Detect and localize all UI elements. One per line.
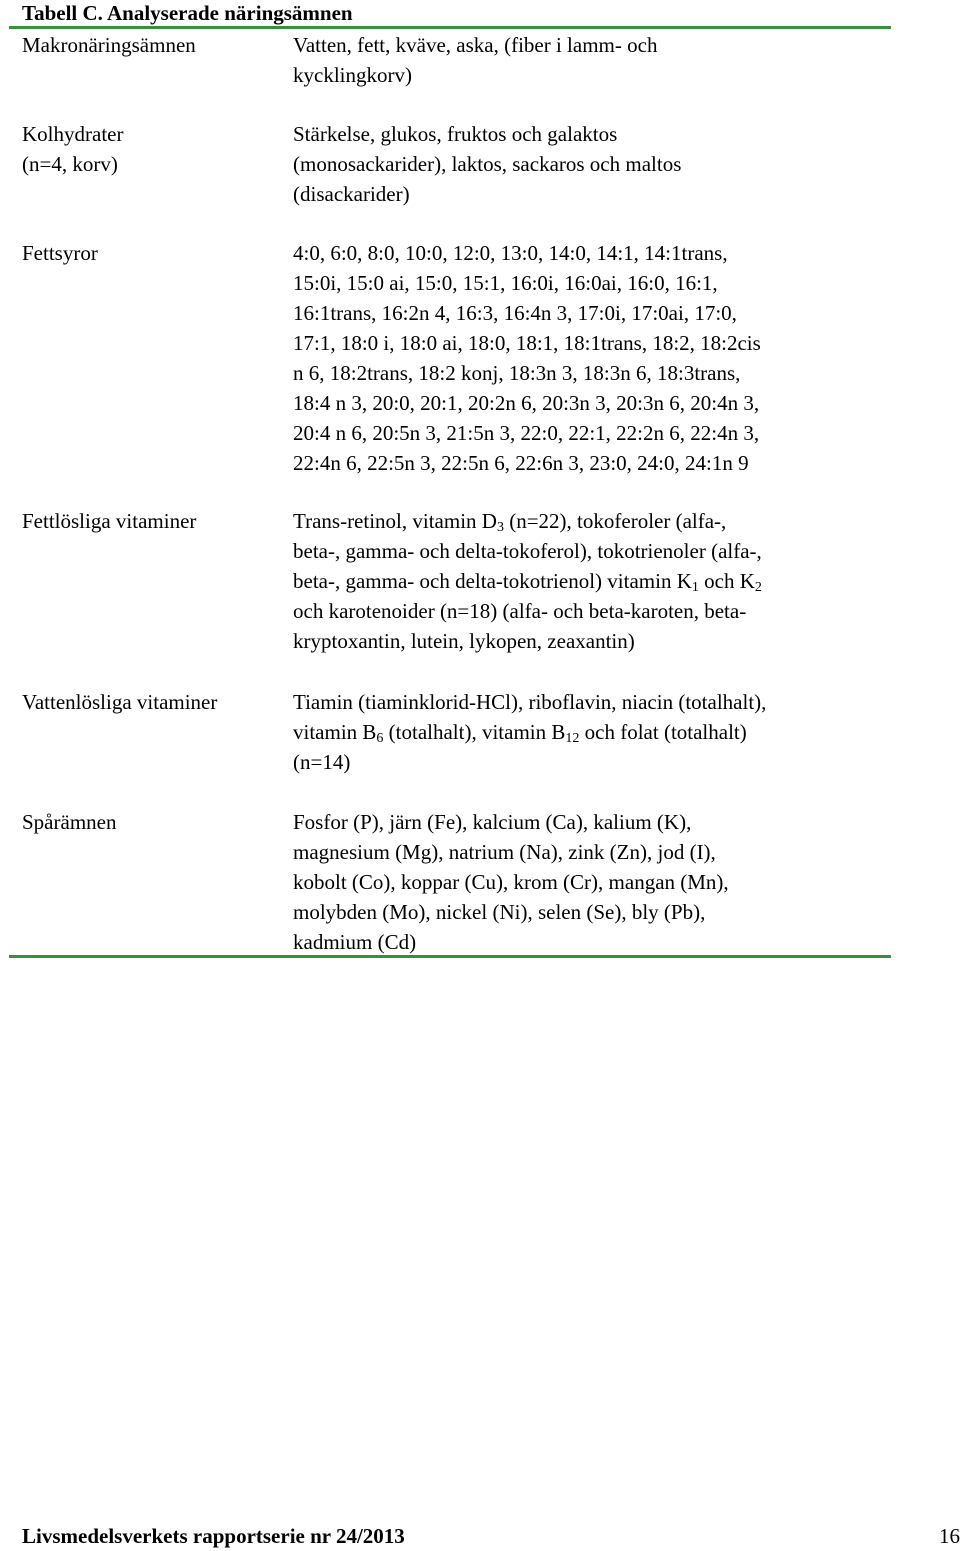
row-value-line: Fosfor (P), järn (Fe), kalcium (Ca), kalium (K), — [293, 810, 692, 834]
report-series: Livsmedelsverkets rapportserie nr 24/2013 — [22, 1524, 405, 1548]
row-value-line: molybden (Mo), nickel (Ni), selen (Se), bly (Pb), — [293, 900, 706, 924]
row-value-line: 22:4n 6, 22:5n 3, 22:5n 6, 22:6n 3, 23:0, 24:0, 24:1n 9 — [293, 451, 749, 475]
text-fragment: vitamin B — [293, 720, 377, 744]
row-value-line: beta-, gamma- och delta-tokoferol), tokotrienoler (alfa-, — [293, 539, 762, 563]
row-value-line: 16:1trans, 16:2n 4, 16:3, 16:4n 3, 17:0i, 17:0ai, 17:0, — [293, 301, 737, 325]
row-value-line — [293, 717, 893, 747]
row-value — [293, 506, 893, 656]
page-number: 16 — [939, 1524, 960, 1548]
subscript: 3 — [496, 520, 504, 535]
row-value-line: 4:0, 6:0, 8:0, 10:0, 12:0, 13:0, 14:0, 14:1, 14:1trans, — [293, 241, 728, 265]
row-value — [293, 119, 893, 209]
row-label-line: Vattenlösliga vitaminer — [22, 690, 218, 714]
row-label — [22, 119, 287, 179]
row-value-line: Stärkelse, glukos, fruktos och galaktos — [293, 122, 618, 146]
row-label — [22, 687, 287, 717]
row-label-line: (n=4, korv) — [22, 152, 118, 176]
row-value-line: 15:0i, 15:0 ai, 15:0, 15:1, 16:0i, 16:0ai, 16:0, 16:1, — [293, 271, 718, 295]
row-value-line: kobolt (Co), koppar (Cu), krom (Cr), mangan (Mn), — [293, 870, 729, 894]
text-fragment: (totalhalt), vitamin B — [383, 720, 566, 744]
table-top-rule — [9, 26, 891, 29]
row-label-line: Fettsyror — [22, 241, 98, 265]
row-label-line: Fettlösliga vitaminer — [22, 509, 197, 533]
subscript: 12 — [565, 731, 580, 746]
row-value-line: 20:4 n 6, 20:5n 3, 21:5n 3, 22:0, 22:1, 22:2n 6, 22:4n 3, — [293, 421, 760, 445]
row-value-line: n 6, 18:2trans, 18:2 konj, 18:3n 3, 18:3n 6, 18:3trans, — [293, 361, 741, 385]
table-title: Tabell C. Analyserade näringsämnen — [22, 1, 353, 25]
row-label — [22, 30, 287, 60]
row-value-line: (n=14) — [293, 750, 351, 774]
row-value-line: (disackarider) — [293, 182, 410, 206]
row-label-line: Spårämnen — [22, 810, 117, 834]
row-value-line: och karotenoider (n=18) (alfa- och beta-karoten, beta- — [293, 599, 747, 623]
subscript: 2 — [754, 580, 762, 595]
row-value — [293, 807, 893, 957]
text-fragment: (n=22), tokoferoler (alfa-, — [503, 509, 727, 533]
row-value-line: (monosackarider), laktos, sackaros och maltos — [293, 152, 682, 176]
row-value-line: magnesium (Mg), natrium (Na), zink (Zn), jod (I), — [293, 840, 716, 864]
subscript: 6 — [376, 731, 384, 746]
row-value-line — [293, 566, 893, 596]
row-value-line: Vatten, fett, kväve, aska, (fiber i lamm- och — [293, 33, 658, 57]
row-label — [22, 506, 287, 536]
row-label-line: Kolhydrater — [22, 122, 124, 146]
row-value-line: 18:4 n 3, 20:0, 20:1, 20:2n 6, 20:3n 3, 20:3n 6, 20:4n 3, — [293, 391, 760, 415]
row-value-line: kycklingkorv) — [293, 63, 412, 87]
text-fragment: och folat (totalhalt) — [579, 720, 747, 744]
row-value-line: kadmium (Cd) — [293, 930, 417, 954]
row-value-line: 17:1, 18:0 i, 18:0 ai, 18:0, 18:1, 18:1trans, 18:2, 18:2cis — [293, 331, 761, 355]
row-label-line: Makronäringsämnen — [22, 33, 196, 57]
row-label — [22, 807, 287, 837]
row-value — [293, 238, 893, 478]
row-value — [293, 30, 893, 90]
row-value-line: Tiamin (tiaminklorid-HCl), riboflavin, niacin (totalhalt), — [293, 690, 767, 714]
row-label — [22, 238, 287, 268]
text-fragment: och K — [698, 569, 755, 593]
row-value-line: kryptoxantin, lutein, lykopen, zeaxantin) — [293, 629, 635, 653]
text-fragment: beta-, gamma- och delta-tokotrienol) vitamin K — [293, 569, 692, 593]
row-value — [293, 687, 893, 777]
subscript: 1 — [691, 580, 699, 595]
text-fragment: Trans-retinol, vitamin D — [293, 509, 497, 533]
row-value-line — [293, 506, 893, 536]
table-bottom-rule — [9, 955, 891, 958]
